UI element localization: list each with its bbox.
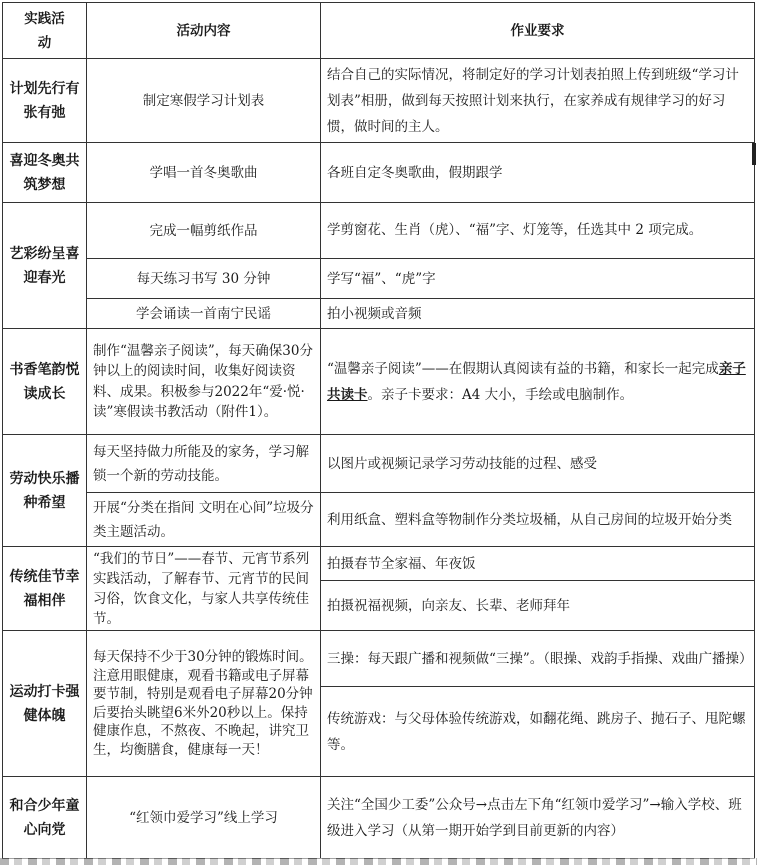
activity-cell: 制作“温馨亲子阅读”，每天确保30分钟以上的阅读时间，收集好阅读资料、成果。积极参与2022年“爱·悦·读”寒假读书教活动（附件1）。 (87, 329, 321, 435)
category-cell: 和合少年童心向党 (3, 777, 87, 859)
activity-cell: 学会诵读一首南宁民谣 (87, 299, 321, 329)
activity-cell: 完成一幅剪纸作品 (87, 203, 321, 259)
activity-cell: 每天坚持做力所能及的家务，学习解锁一个新的劳动技能。 (87, 435, 321, 493)
header-activity: 活动内容 (87, 3, 321, 59)
requirement-cell: 结合自己的实际情况，将制定好的学习计划表拍照上传到班级“学习计划表”相册，做到每天按照计划来执行，在家养成有规律学习的好习惯，做时间的主人。 (321, 59, 755, 143)
table-row (3, 329, 755, 435)
category-cell: 计划先行有张有弛 (3, 59, 87, 143)
requirement-cell: 利用纸盒、塑料盒等物制作分类垃圾桶，从自己房间的垃圾开始分类 (321, 493, 755, 547)
header-requirement: 作业要求 (321, 3, 755, 59)
requirement-cell (321, 329, 755, 435)
table-row (3, 59, 755, 143)
table-row (3, 259, 755, 299)
cropped-footer-text (0, 858, 757, 865)
table-row (3, 299, 755, 329)
category-cell: 劳动快乐播种希望 (3, 435, 87, 547)
activity-cell: 开展“分类在指间 文明在心间”垃圾分类主题活动。 (87, 493, 321, 547)
reading-card-label: 亲子共读卡 (327, 360, 746, 403)
requirement-cell: 各班自定冬奥歌曲，假期跟学 (321, 143, 755, 203)
requirement-cell: 三操：每天跟广播和视频做“三操”。（眼操、戏韵手指操、戏曲广播操） (321, 631, 755, 687)
category-cell: 书香笔韵悦读成长 (3, 329, 87, 435)
activity-cell: “我们的节日”——春节、元宵节系列实践活动，了解春节、元宵节的民间习俗，饮食文化，与家人共享传统佳节。 (87, 547, 321, 631)
activity-cell: 学唱一首冬奥歌曲 (87, 143, 321, 203)
table-row (3, 435, 755, 493)
table-header-row (3, 3, 755, 59)
homework-table (2, 2, 755, 859)
category-cell: 艺彩纷呈喜迎春光 (3, 203, 87, 329)
header-category: 实践活动 (3, 3, 87, 59)
category-cell: 喜迎冬奥共筑梦想 (3, 143, 87, 203)
requirement-cell: 学剪窗花、生肖（虎）、“福”字、灯笼等，任选其中 2 项完成。 (321, 203, 755, 259)
requirement-cell: 关注“全国少工委”公众号→点击左下角“红领巾爱学习”→输入学校、班级进入学习（从第一期开始学到目前更新的内容） (321, 777, 755, 859)
table-row (3, 547, 755, 581)
requirement-cell: 传统游戏：与父母体验传统游戏，如翻花绳、跳房子、抛石子、甩陀螺等。 (321, 687, 755, 777)
requirement-cell: 拍摄春节全家福、年夜饭 (321, 547, 755, 581)
activity-cell: 每天练习书写 30 分钟 (87, 259, 321, 299)
table-row (3, 203, 755, 259)
activity-cell: “红领巾爱学习”线上学习 (87, 777, 321, 859)
requirement-cell: 学写“福”、“虎”字 (321, 259, 755, 299)
activity-cell: 每天保持不少于30分钟的锻炼时间。注意用眼健康，观看书籍或电子屏幕要节制，特别是观看电子屏幕20分钟后要抬头眺望6米外20秒以上。保持健康作息，不熬夜、不晚起，讲究卫生，均衡膳食，健康每一天！ (87, 631, 321, 777)
table-row (3, 631, 755, 687)
activity-cell: 制定寒假学习计划表 (87, 59, 321, 143)
margin-marker (752, 143, 756, 165)
requirement-cell: 拍摄祝福视频，向亲友、长辈、老师拜年 (321, 581, 755, 631)
requirement-cell: 以图片或视频记录学习劳动技能的过程、感受 (321, 435, 755, 493)
category-cell: 运动打卡强健体魄 (3, 631, 87, 777)
requirement-text: “温馨亲子阅读”——在假期认真阅读有益的书籍，和家长一起完成 (327, 360, 719, 377)
table-row (3, 143, 755, 203)
table-row (3, 493, 755, 547)
requirement-text: 。亲子卡要求：A4 大小，手绘或电脑制作。 (367, 386, 634, 403)
category-cell: 传统佳节幸福相伴 (3, 547, 87, 631)
requirement-cell: 拍小视频或音频 (321, 299, 755, 329)
table-row (3, 777, 755, 859)
